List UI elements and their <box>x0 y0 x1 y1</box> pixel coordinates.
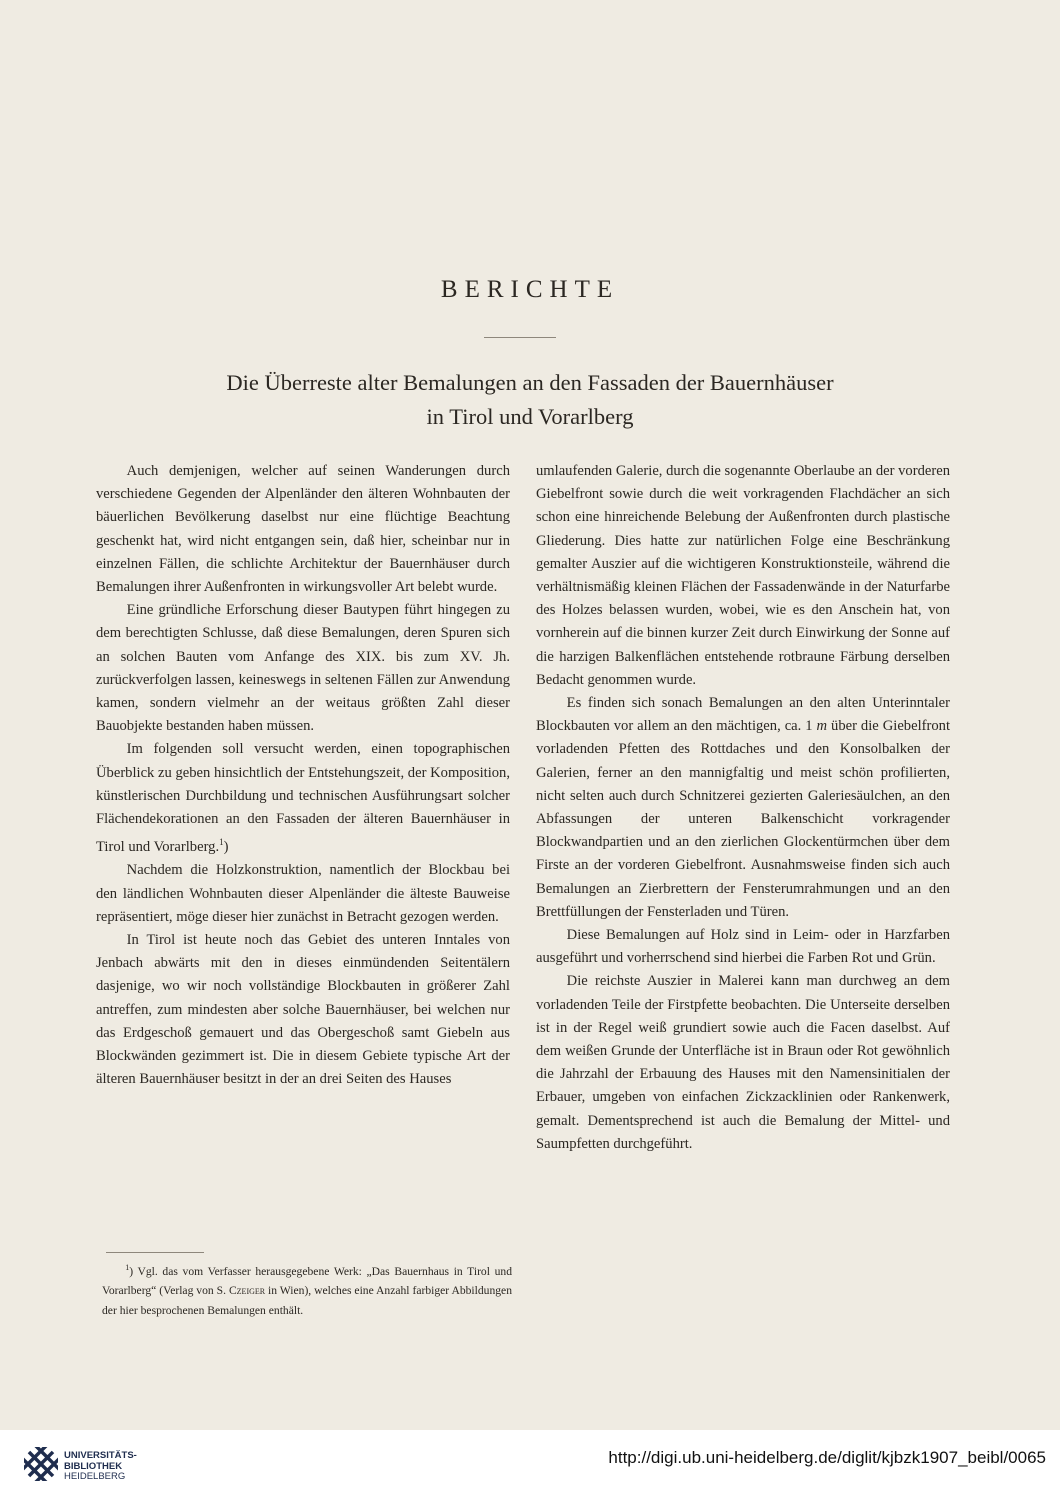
footnote-author: Czeiger <box>228 1284 266 1298</box>
library-name-line-1: UNIVERSITÄTS- <box>64 1450 137 1461</box>
paragraph-text-end: ) <box>223 839 229 856</box>
library-name-line-2: BIBLIOTHEK <box>64 1460 123 1472</box>
library-name-line-3: HEIDELBERG <box>64 1471 126 1482</box>
paragraph: Nachdem die Holzkonstruktion, namentlich der Blockbau bei den ländlichen Wohnbauten dieser Alpenländer die älteste Bauweise repräsentiert, möge dieser hier zunächst in Betracht gezogen werden. <box>96 862 510 925</box>
right-column <box>536 460 950 1156</box>
unit: m <box>816 718 828 735</box>
paragraph: Auch demjenigen, welcher auf seinen Wanderungen durch verschiedene Gegenden der Alpenländer den älteren Wohnbauten der bäuerlichen Bevölkerung daselbst nur eine flüchtige Beachtung geschenkt hat, wird nicht entgangen sein, daß hier, scheinbar nur in einzelnen Fällen, die schlichte Architektur der Bauernhäuser durch Bemalungen ihrer Außenfronten in wirkungsvoller Art belebt wurde. <box>96 463 510 596</box>
paragraph-text: Im folgenden soll versucht werden, einen topographischen Überblick zu geben hinsichtlich der Entstehungszeit, der Komposition, künstlerischen Durchbildung und technischen Ausführungsart solcher Flächendekorationen an den Fassaden der älteren Bauernhäuser in Tirol und Vorarlberg. <box>96 741 510 856</box>
paragraph-text: Es finden sich sonach Bemalungen an den alten Unterinntaler Blockbauten vor allem an den mächtigen, ca. 1 <box>536 695 950 735</box>
paragraph: In Tirol ist heute noch das Gebiet des unteren Inntales von Jenbach abwärts mit den in dieses einmündenden Seitentälern dasjenige, wo wir noch vollständige Blockbauten in größerer Zahl antreffen, zum mindesten aber solche Bauernhäuser, bei welchen nur das Erdgeschoß gemauert und das Obergeschoß samt Giebeln aus Blockwänden gezimmert ist. Die in diesem Gebiete typische Art der älteren Bauernhäuser besitzt in der an drei Seiten des Hauses <box>96 931 510 1088</box>
footnote-text: in Wien), welches eine Anzahl farbiger Abbildungen der hier besprochenen Bemalungen enthält. <box>102 1284 513 1317</box>
footnote-divider <box>106 1252 204 1253</box>
left-column <box>96 460 510 1091</box>
footnote-text: ) Vgl. das vom Verfasser herausgegebene Werk: „Das Bauernhaus in Tirol und Vorarlberg“ (Verlag von S. <box>102 1264 512 1298</box>
library-name <box>64 1451 137 1483</box>
paragraph <box>96 738 510 859</box>
footnote-reference[interactable]: 1 <box>219 837 224 848</box>
footnote <box>102 1258 512 1320</box>
article-title <box>0 366 1060 434</box>
viewer-footer <box>0 1430 1060 1508</box>
footnote-mark: 1 <box>125 1263 130 1272</box>
source-url[interactable]: http://digi.ub.uni-heidelberg.de/diglit/kjbzk1907_beibl/0065 <box>608 1448 1046 1467</box>
section-title: BERICHTE <box>440 276 620 303</box>
paragraph: umlaufenden Galerie, durch die sogenannte Oberlaube an der vorderen Giebelfront sowie durch die weit vorkragenden Flachdächer an sich schon eine hinreichende Belebung der Außenfronten durch plastische Gliederung. Dies hatte zur natürlichen Folge eine Beschränkung gemalter Auszier auf die wichtigeren Konstruktionsteile, während die verhältnismäßig kleinen Flächen der Fassadenwände in der Naturfarbe des Holzes belassen wurden, wobei, wie es den Anschein hat, von vornherein auf die binnen kurzer Zeit durch Einwirkung der Sonne auf die harzigen Balkenflächen entstehende rotbraune Färbung derselben Bedacht genommen wurde. <box>536 463 950 688</box>
paragraph: Diese Bemalungen auf Holz sind in Leim- oder in Harzfarben ausgeführt und vorherrschend sind hierbei die Farben Rot und Grün. <box>536 927 950 967</box>
paragraph <box>536 692 950 924</box>
paragraph-text: über die Giebelfront vorladenden Pfetten des Rottdaches und den Konsolbalken der Galerien, ferner an den mannigfaltig und meist schön profilierten, nicht selten auch durch Schnitzerei gezierten Galeriesäulchen, an den Abfassungen der unteren Balkenschicht vorkragender Blockwandpartien und an den zierlichen Glockentürmchen über dem Firste an der vorderen Giebelfront. Ausnahmsweise finden sich auch Bemalungen an Zierbrettern der Fensterumrahmungen und an den Brettfüllungen der Fensterladen und Türen. <box>536 718 950 920</box>
article-title-line-1: Die Überreste alter Bemalungen an den Fassaden der Bauernhäuser <box>226 370 834 395</box>
title-divider <box>484 337 556 338</box>
paragraph: Eine gründliche Erforschung dieser Bautypen führt hingegen zu dem berechtigten Schlusse, daß diese Bemalungen, deren Spuren sich an solchen Bauten vom Anfange des XIX. bis zum XV. Jh. zurückverfolgen lassen, keineswegs in seltenen Fällen zur Anwendung kamen, sondern vielmehr an der weitaus größten Zahl dieser Bauobjekte bestanden haben müssen. <box>96 602 510 735</box>
paragraph: Die reichste Auszier in Malerei kann man durchweg an dem vorladenden Teile der Firstpfette beobachten. Die Unterseite derselben ist in der Regel weiß grundiert sowie auch die Facen daselbst. Auf dem weißen Grunde der Unterfläche ist in Braun oder Rot gewöhnlich die Jahrzahl der Erbauung des Hauses mit den Namensinitialen der Erbauer, umgeben von einfachen Zickzacklinien oder Rankenwerk, gemalt. Dementsprechend ist auch die Bemalung der Mittel- und Saumpfetten durchgeführt. <box>536 973 950 1152</box>
library-logo-icon <box>24 1447 58 1481</box>
article-title-line-2: in Tirol und Vorarlberg <box>426 404 634 429</box>
